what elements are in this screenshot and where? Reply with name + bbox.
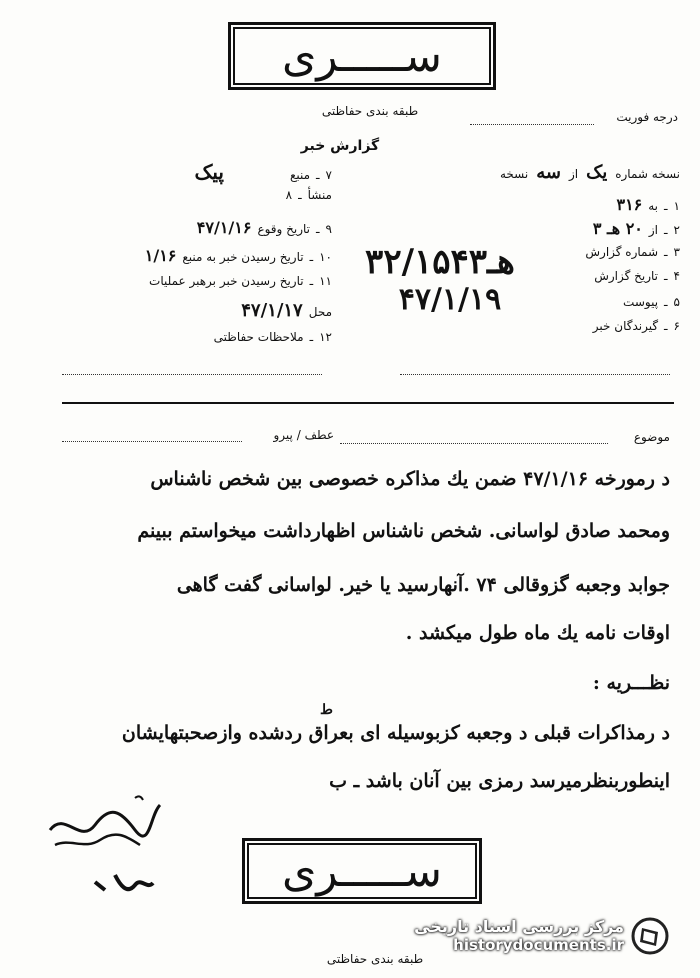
watermark-text xyxy=(414,918,624,954)
priority-field-line xyxy=(470,124,594,125)
subject-field-line xyxy=(340,443,608,444)
field-value: ۱/۱۶ xyxy=(144,246,177,265)
field-value: ۳۱۶ xyxy=(616,195,643,214)
body-line: جوابد وجعبه گزوقالی ۷۴ .آنهارسید یا خیر. لواسانی گفت گاهی xyxy=(176,574,670,596)
field-label: منبع xyxy=(289,168,311,182)
field-number: ۵ xyxy=(673,295,680,309)
field-value: ۲۰ هـ ۳ xyxy=(592,219,643,238)
field-number: ۶ xyxy=(673,319,680,333)
bottom-secret-stamp xyxy=(242,838,482,904)
field-row: ۱ ـ به ۳۱۶ xyxy=(616,195,680,214)
report-title: گزارش خبر xyxy=(300,138,380,154)
field-row xyxy=(62,300,332,330)
body-line: اوقات نامه یك ماه طول میكشد . xyxy=(405,622,670,644)
field-label: محل xyxy=(308,305,332,319)
field-number: ۱۱ xyxy=(319,274,332,288)
reference-field-line xyxy=(62,441,242,442)
opinion-insert: ط xyxy=(320,702,333,718)
field-label: از xyxy=(648,223,659,237)
copy-number-label: نسخه شماره xyxy=(615,167,680,181)
field-row: ۵ ـ پیوست xyxy=(623,295,680,309)
opinion-line: اینطوربنظرمیرسد رمزی بین آنان باشد ـ ب xyxy=(329,770,670,792)
handwritten-report-number: ۳هـ۲/۱۵۴۳ xyxy=(365,242,515,282)
copy-suffix: نسخه xyxy=(499,167,529,181)
field-label: به xyxy=(648,199,659,213)
watermark-logo-icon xyxy=(630,916,670,956)
field-label: منشأ xyxy=(307,188,332,202)
classification-label-bottom: طبقه بندی حفاظتی xyxy=(326,952,424,966)
handwritten-report-date: ۴۷/۱/۱۹ xyxy=(398,282,502,317)
field-value: ۴۷/۱/۱۷ xyxy=(241,300,303,321)
field-value: ۴۷/۱/۱۶ xyxy=(196,218,252,237)
body-line: د رمورخه ۴۷/۱/۱۶ ضمن یك مذاكره خصوصی بین شخص ناشناس xyxy=(150,468,670,490)
copy-total-value: سه xyxy=(536,162,561,183)
field-number: ۷ xyxy=(325,168,332,182)
opinion-line: د رمذاكرات قبلی د وجعبه كزبوسیله ای بعراق ردشده وازصحبتهایشان xyxy=(121,722,670,744)
copy-from-label: از xyxy=(568,167,579,181)
top-secret-stamp xyxy=(228,22,496,90)
reference-label: عطف / پیرو xyxy=(273,428,334,442)
field-label: شماره گزارش xyxy=(585,245,659,259)
priority-label: درجه فوریت xyxy=(616,110,678,124)
right-fields-blank-line xyxy=(400,374,670,375)
field-label: پیوست xyxy=(623,295,659,309)
field-label: تاریخ رسیدن خبر به منبع xyxy=(182,250,304,264)
copy-number-value: یک xyxy=(586,162,608,183)
field-row: ۶ ـ گیرندگان خبر xyxy=(592,319,680,333)
section-divider xyxy=(62,402,674,404)
left-fields-blank-line xyxy=(62,374,322,375)
handwritten-signature xyxy=(40,790,170,910)
classification-label-top: طبقه بندی حفاظتی xyxy=(321,104,419,118)
field-label: گیرندگان خبر xyxy=(592,319,659,333)
top-stamp-text: ســـــری xyxy=(281,30,443,82)
field-number: ۱۰ xyxy=(319,250,332,264)
left-fields xyxy=(62,160,332,356)
watermark-line2: historydocuments.ir xyxy=(453,935,624,954)
field-number: ۲ xyxy=(673,223,680,237)
subject-label: موضوع xyxy=(633,430,670,444)
field-row: ۹ ـ تاریخ وقوع ۴۷/۱/۱۶ xyxy=(196,218,332,237)
field-row: ۲ ـ از ۲۰ هـ ۳ xyxy=(592,219,680,238)
field-row: ۱۱ ـ تاریخ رسیدن خبر برهبر عملیات xyxy=(149,274,332,288)
field-label: تاریخ وقوع xyxy=(257,222,311,236)
field-row: ۳ ـ شماره گزارش xyxy=(585,245,680,259)
opinion-label: نظـــریه : xyxy=(592,672,670,694)
body-line: ومحمد صادق لواسانی. شخص ناشناس اظهارداشت میخواستم ببینم xyxy=(137,520,670,542)
field-row: منشأ ـ ۸ xyxy=(285,188,332,202)
field-number: ۱ xyxy=(673,199,680,213)
field-number: ۴ xyxy=(673,269,680,283)
field-value: پیک xyxy=(194,160,224,184)
field-row: ۱۰ ـ تاریخ رسیدن خبر به منبع ۱/۱۶ xyxy=(144,246,332,265)
watermark xyxy=(414,916,670,956)
field-label: تاریخ گزارش xyxy=(594,269,659,283)
field-label: ملاحظات حفاظتی xyxy=(213,330,304,344)
bottom-stamp-text: ســـــری xyxy=(281,845,443,897)
field-row: ۱۲ ـ ملاحظات حفاظتی xyxy=(213,330,332,344)
field-row: ۷ ـ منبع پیک xyxy=(194,160,332,184)
watermark-line1: مركز بررسی اسناد تاریخی xyxy=(414,917,624,937)
copy-number-line xyxy=(405,162,680,183)
field-label: تاریخ رسیدن خبر برهبر عملیات xyxy=(149,274,304,288)
field-number: ۱۲ xyxy=(319,330,332,344)
field-number: ۹ xyxy=(325,222,332,236)
field-number: ۸ xyxy=(285,188,293,202)
field-row: ۴ ـ تاریخ گزارش xyxy=(594,269,680,283)
field-number: ۳ xyxy=(673,245,680,259)
